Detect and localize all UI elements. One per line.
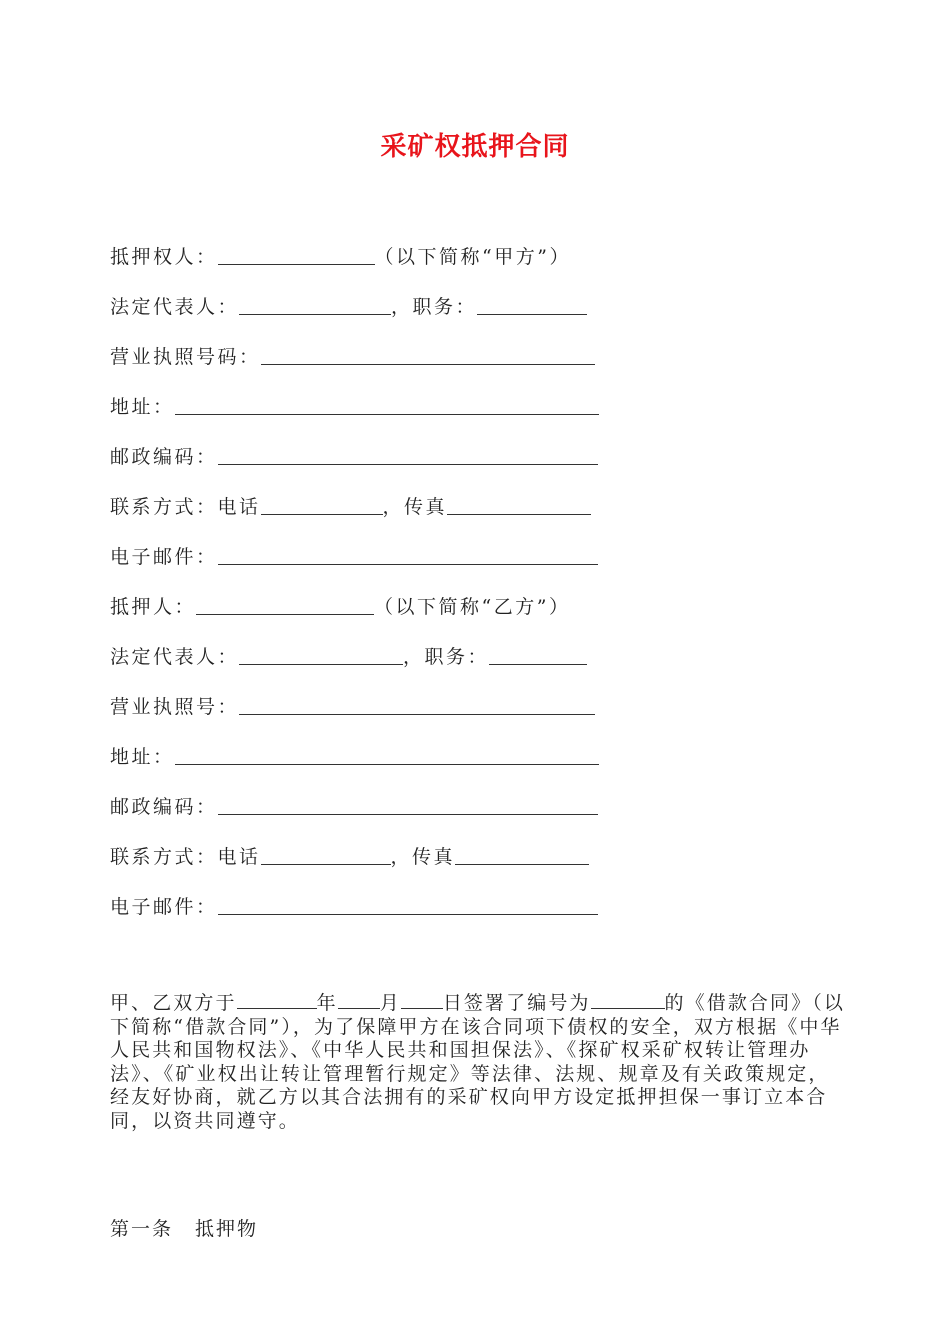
license-label: 营业执照号： xyxy=(110,696,240,718)
license-blank[interactable] xyxy=(261,344,595,365)
phone-blank[interactable] xyxy=(261,844,391,865)
preamble-text-1: 甲、乙双方于 xyxy=(110,992,237,1014)
address-blank[interactable] xyxy=(175,744,599,765)
position-blank[interactable] xyxy=(489,644,587,665)
email-blank[interactable] xyxy=(218,894,598,915)
party-b-license-row xyxy=(110,694,595,720)
fax-blank[interactable] xyxy=(447,494,591,515)
preamble-text-5: 的《借款合同》（以下简称“借款合同”），为了保障甲方在该合同项下债权的安全，双方根据《中华人民共和国物权法》、《中华人民共和国担保法》、《探矿权采矿权转让管理办法》、《矿业权出让转让管理暂行规定》等法律、法规、规章及有关政策规定，经友好协商，就乙方以其合法拥有的采矿权向甲方设定抵押担保一事订立本合同，以资共同遵守。 xyxy=(110,992,845,1132)
legal-rep-label: 法定代表人： xyxy=(110,646,240,668)
legal-rep-blank[interactable] xyxy=(239,294,391,315)
email-blank[interactable] xyxy=(218,544,598,565)
fax-blank[interactable] xyxy=(455,844,589,865)
license-blank[interactable] xyxy=(239,694,595,715)
contact-label: 联系方式：电话 xyxy=(110,496,261,518)
article-number: 第一条 xyxy=(110,1218,174,1240)
contract-number-blank[interactable] xyxy=(591,989,665,1009)
party-b-contact-row xyxy=(110,844,589,870)
preamble-paragraph xyxy=(110,989,850,1133)
month-blank[interactable] xyxy=(338,989,380,1009)
party-b-address-row xyxy=(110,744,599,770)
pledgee-label: 抵押权人： xyxy=(110,246,218,268)
fax-label: ，传真 xyxy=(382,496,448,518)
party-b-email-row xyxy=(110,894,598,920)
party-b-postcode-row xyxy=(110,794,598,820)
postcode-label: 邮政编码： xyxy=(110,446,218,468)
position-blank[interactable] xyxy=(477,294,587,315)
address-label: 地址： xyxy=(110,746,175,768)
phone-blank[interactable] xyxy=(261,494,383,515)
document-title: 采矿权抵押合同 xyxy=(380,132,570,162)
postcode-blank[interactable] xyxy=(218,444,598,465)
day-blank[interactable] xyxy=(401,989,443,1009)
preamble-text-3: 月 xyxy=(379,992,401,1014)
article-1-heading xyxy=(110,1214,258,1241)
party-b-legal-rep-row xyxy=(110,644,587,670)
year-blank[interactable] xyxy=(237,989,317,1009)
preamble-text-4: 日签署了编号为 xyxy=(442,992,591,1014)
pledgor-blank[interactable] xyxy=(196,594,374,615)
position-label: ，职务： xyxy=(403,646,490,668)
pledgee-suffix: （以下简称“甲方”） xyxy=(374,246,571,268)
address-label: 地址： xyxy=(110,396,175,418)
preamble-text-2: 年 xyxy=(316,992,338,1014)
contact-label: 联系方式：电话 xyxy=(110,846,261,868)
party-a-address-row xyxy=(110,394,599,420)
legal-rep-label: 法定代表人： xyxy=(110,296,240,318)
party-a-contact-row xyxy=(110,494,591,520)
email-label: 电子邮件： xyxy=(110,896,218,918)
pledgee-row xyxy=(110,244,571,270)
pledgee-blank[interactable] xyxy=(218,244,375,265)
postcode-label: 邮政编码： xyxy=(110,796,218,818)
postcode-blank[interactable] xyxy=(218,794,598,815)
party-a-postcode-row xyxy=(110,444,598,470)
position-label: ，职务： xyxy=(391,296,478,318)
article-title: 抵押物 xyxy=(195,1218,259,1240)
address-blank[interactable] xyxy=(175,394,599,415)
email-label: 电子邮件： xyxy=(110,546,218,568)
pledgor-row xyxy=(110,594,570,620)
party-a-email-row xyxy=(110,544,598,570)
pledgor-label: 抵押人： xyxy=(110,596,197,618)
fax-label: ，传真 xyxy=(390,846,456,868)
license-label: 营业执照号码： xyxy=(110,346,261,368)
party-a-license-row xyxy=(110,344,595,370)
legal-rep-blank[interactable] xyxy=(239,644,403,665)
party-a-legal-rep-row xyxy=(110,294,587,320)
pledgor-suffix: （以下简称“乙方”） xyxy=(374,596,571,618)
